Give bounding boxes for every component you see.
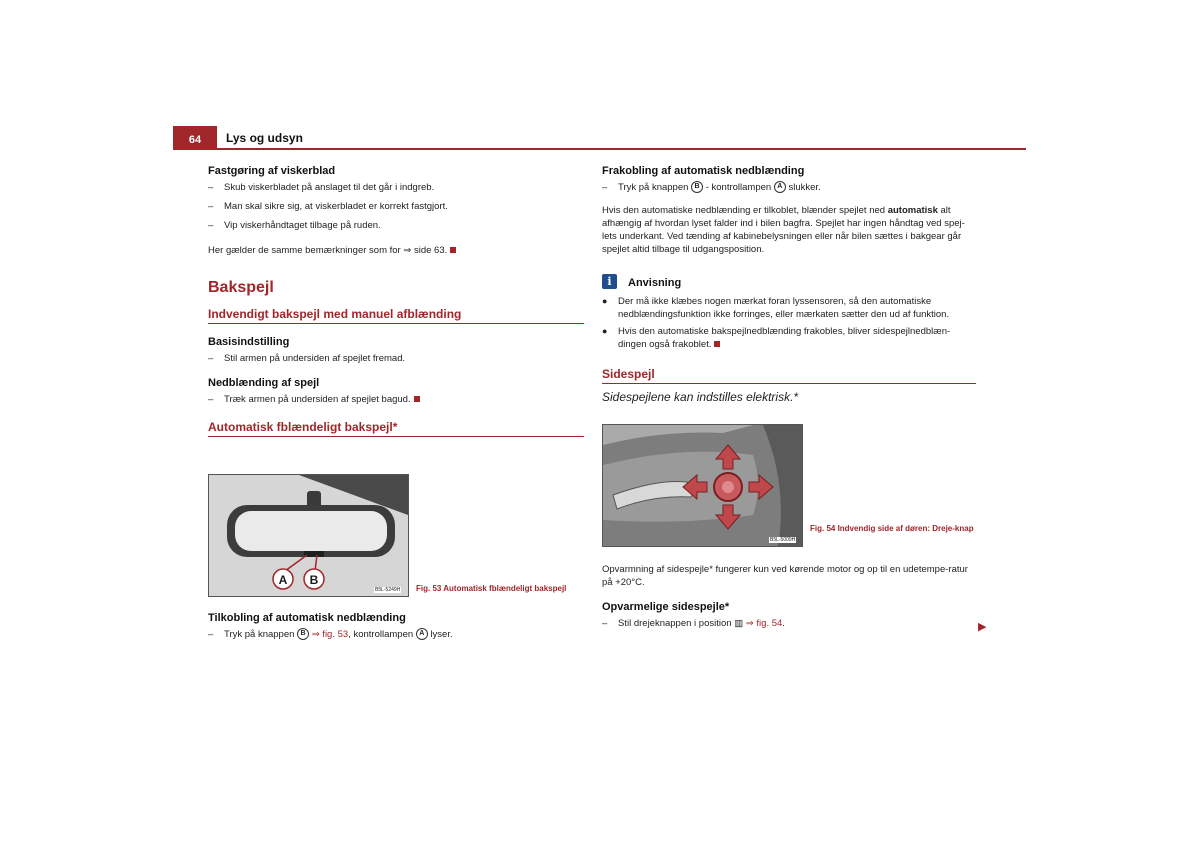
opvarm-paragraph: Opvarmning af sidespejle* fungerer kun ved kørende motor og op til en udetempe-ratur på +20°C.: [602, 564, 968, 588]
end-marker-icon: [450, 247, 456, 253]
fastgoring-heading: Fastgøring af viskerblad: [208, 165, 336, 177]
opvarm-block: [602, 563, 976, 630]
left-column: [208, 165, 584, 437]
list-item: – Stil armen på undersiden af spejlet fremad.: [208, 353, 406, 364]
fig-53-caption: Fig. 53 Automatisk fblændeligt bakspejl: [416, 584, 567, 593]
section-title: Lys og udsyn: [226, 131, 303, 145]
lamp-a-symbol: A: [774, 181, 786, 193]
list-item: – Træk armen på undersiden af spejlet bagud.: [208, 393, 584, 406]
header-rule: [173, 148, 1026, 150]
fig-label-b: B: [309, 573, 319, 587]
bakspejl-title: Bakspejl: [208, 279, 274, 296]
bullet-item: ● Hvis den automatiske bakspejlnedblænding frakobles, bliver sidespejlnedblæn-dingen også frakoblet.: [602, 326, 951, 350]
list-item: – Tryk på knappen B - kontrollampen A slukker.: [602, 182, 821, 193]
list-item: – Tryk på knappen B ⇒ fig. 53, kontrollampen A lyser.: [208, 629, 453, 640]
tilkob-block: [208, 612, 584, 641]
bullet-item: ● Der må ikke klæbes nogen mærkat foran lyssensoren, så den automatiske nedblændingsfunktion ikke forringes, eller mærkaten sætter den ud af funktion.: [602, 296, 950, 320]
figure-54: [602, 424, 803, 547]
fig-54-caption: Fig. 54 Indvendig side af døren: Dreje-knap: [810, 524, 974, 533]
divider: [208, 436, 584, 437]
sidespejl-subtitle: Sidespejlene kan indstilles elektrisk.*: [602, 390, 799, 404]
fig-code: B5L-5009H: [770, 537, 796, 543]
fig-link[interactable]: ⇒ fig. 53: [309, 629, 349, 640]
manuel-heading: Indvendigt bakspejl med manuel afblænding: [208, 307, 462, 321]
mirror-heating-icon: ▥: [734, 618, 744, 629]
end-marker-icon: [714, 341, 720, 347]
opv-heading: Opvarmelige sidespejle*: [602, 601, 730, 613]
list-item: – Skub viskerbladet på anslaget til det går i indgreb.: [208, 182, 435, 193]
fig-link[interactable]: ⇒ fig. 54: [743, 618, 783, 629]
nedbl-heading: Nedblænding af spejl: [208, 377, 320, 389]
sidespejl-heading: Sidespejl: [602, 367, 655, 381]
anvisning-header: [602, 274, 976, 292]
note-text: Her gælder de samme bemærkninger som for ⇒ side 63.: [208, 244, 584, 257]
basis-heading: Basisindstilling: [208, 336, 290, 348]
frakob-paragraph: Hvis den automatiske nedblænding er tilkoblet, blænder spejlet ned automatisk alt afhængig af hvordan lyset falder ind i bilen bagfra. Spejlet har ingen håndtag ved spej-lets underkant. Ved tænding af kabinebelysningen eller når bilen sættes i bakgear går spejlet altid tilbage til udgangsposition.: [602, 205, 965, 255]
frakob-heading: Frakobling af automatisk nedblænding: [602, 165, 805, 177]
list-item: – Man skal sikre sig, at viskerbladet er korrekt fastgjort.: [208, 201, 448, 212]
page-number: 64: [173, 126, 217, 149]
right-column: [602, 165, 976, 404]
next-page-arrow-icon[interactable]: ▶: [978, 621, 987, 633]
button-b-symbol: B: [297, 628, 309, 640]
lamp-a-symbol: A: [416, 628, 428, 640]
tilkob-heading: Tilkobling af automatisk nedblænding: [208, 612, 406, 624]
auto-heading: Automatisk fblændeligt bakspejl*: [208, 420, 398, 434]
list-item: – Stil drejeknappen i position ▥ ⇒ fig. 54.: [602, 618, 785, 629]
door-knob-illustration: [603, 425, 802, 546]
info-icon: i: [602, 274, 617, 289]
end-marker-icon: [414, 396, 420, 402]
anvisning-heading: Anvisning: [628, 277, 682, 289]
figure-53: [208, 474, 409, 597]
fig-code: B5L-5249H: [375, 587, 401, 593]
button-b-symbol: B: [691, 181, 703, 193]
fig-label-a: A: [278, 573, 288, 587]
list-item: – Vip viskerhåndtaget tilbage på ruden.: [208, 220, 381, 231]
